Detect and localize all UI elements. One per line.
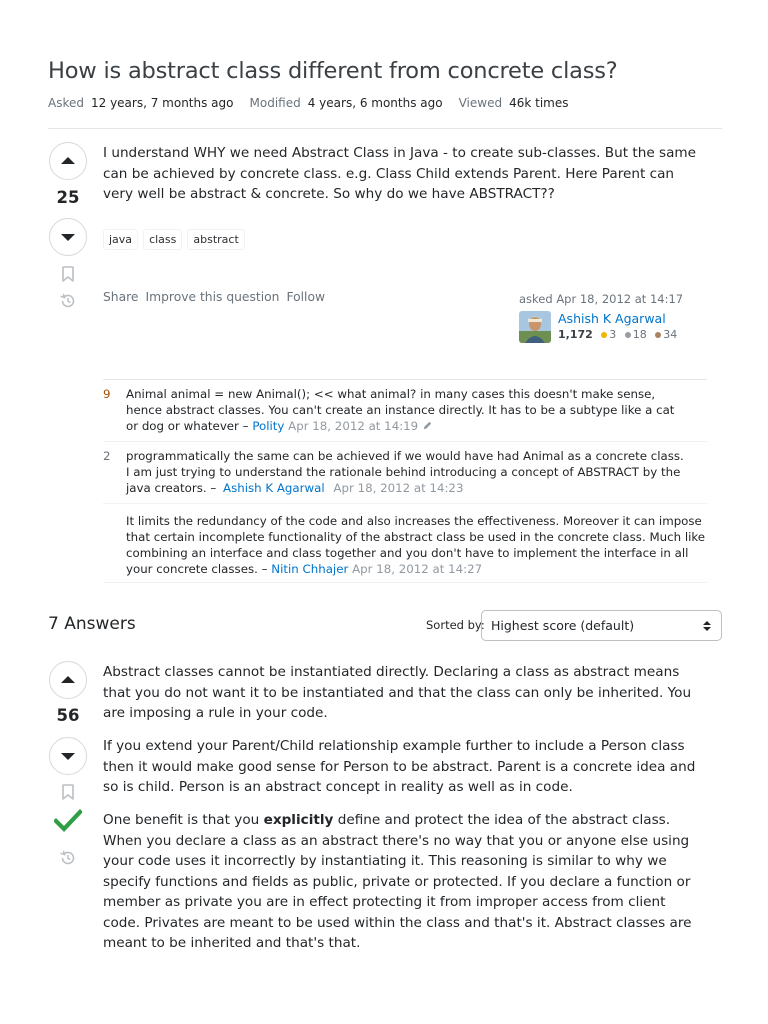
question-upvote-button[interactable] xyxy=(49,142,87,180)
answer-history-button[interactable] xyxy=(59,849,77,867)
answers-count-heading: 7 Answers xyxy=(48,614,136,634)
viewed-label: Viewed xyxy=(458,96,503,110)
upvote-icon xyxy=(59,671,77,689)
viewed-value: 46k times xyxy=(509,96,569,110)
avatar[interactable] xyxy=(519,311,551,343)
answer-score: 56 xyxy=(56,706,80,725)
answer-body xyxy=(103,662,703,966)
comment-body xyxy=(126,386,682,441)
asked-label: Asked xyxy=(48,96,84,110)
bookmark-icon xyxy=(59,265,77,283)
comment-body xyxy=(126,513,706,582)
answer-upvote-button[interactable] xyxy=(49,661,87,699)
answer-bold-text: explicitly xyxy=(263,812,334,828)
upvote-icon xyxy=(59,152,77,170)
sort-select[interactable] xyxy=(481,610,722,641)
question-score: 25 xyxy=(56,188,80,207)
modified-label: Modified xyxy=(249,96,301,110)
comment-user-link[interactable]: Polity xyxy=(252,419,285,433)
comment-text: It limits the redundancy of the code and also increases the effectiveness. Moreover it can impose that certain incomplete functionality of the abstract class be used in the concrete class. Much like combining an interface and class together and you don't have to implement the interface in all your concrete classes. xyxy=(126,514,706,576)
checkmark-icon xyxy=(54,808,82,834)
comment-dash: – xyxy=(210,481,217,495)
bronze-badge-icon xyxy=(655,332,661,338)
tag-abstract[interactable]: abstract xyxy=(187,229,244,250)
question-bookmark-button[interactable] xyxy=(59,265,77,283)
answer-paragraph xyxy=(103,810,703,954)
answer-paragraph: If you extend your Parent/Child relationship example further to include a Person class then it would make good sense for Person to be abstract. Parent is a concrete idea and so is child. Person is an abstract concept in reality as well as in code. xyxy=(103,738,696,795)
tag-class[interactable]: class xyxy=(143,229,182,250)
improve-question-link[interactable]: Improve this question xyxy=(145,290,280,304)
comment-user-link[interactable]: Ashish K Agarwal xyxy=(223,481,325,495)
answer-text: define and protect the idea of the abstract class. When you declare a class as an abstract there's no way that you or anyone else using your code uses it incorrectly by instantiating it. This reasoning is similar to why we specify functions and fields as public, private or protected. If you declare a function or member as private you are in effect protecting it from improper access from client code. Privates are meant to be used within the class and that's it. Abstract classes are meant to be inherited and that's that. xyxy=(103,812,692,951)
history-icon xyxy=(59,849,77,867)
page-title[interactable]: How is abstract class different from concrete class? xyxy=(48,58,618,84)
comment-user-link[interactable]: Nitin Chhajer xyxy=(271,562,349,576)
comment-date[interactable]: Apr 18, 2012 at 14:19 xyxy=(288,419,419,433)
asked-time: asked Apr 18, 2012 at 14:17 xyxy=(519,292,684,306)
comment-dash: – xyxy=(261,562,268,576)
share-link[interactable]: Share xyxy=(103,290,139,304)
comment-date[interactable]: Apr 18, 2012 at 14:23 xyxy=(333,481,464,495)
comment-dash: – xyxy=(242,419,249,433)
gold-badge-icon xyxy=(601,332,607,338)
answer-paragraph: Abstract classes cannot be instantiated directly. Declaring a class as abstract means that you do not want it to be instantiated and that the class can only be inherited. You are imposing a rule in your code. xyxy=(103,664,692,721)
history-icon xyxy=(59,292,77,310)
comment-score: 2 xyxy=(103,449,111,463)
question-tags xyxy=(103,229,245,250)
comment-item xyxy=(103,380,707,442)
silver-badge-count: 18 xyxy=(632,328,647,341)
modified-value[interactable]: 4 years, 6 months ago xyxy=(307,96,443,110)
question-meta xyxy=(48,96,585,110)
bookmark-icon xyxy=(59,783,77,801)
comment-text: Animal animal = new Animal(); << what animal? in many cases this doesn't make sense, hence abstract classes. You can't create an instance directly. It has to be a subtype like a cat or dog or whatever xyxy=(126,387,675,433)
comment-body xyxy=(126,448,686,503)
answer-bookmark-button[interactable] xyxy=(59,783,77,801)
silver-badge-icon xyxy=(625,332,631,338)
tag-java[interactable]: java xyxy=(103,229,138,250)
sort-arrows-icon xyxy=(702,620,712,632)
comment-score xyxy=(103,513,126,582)
follow-button[interactable]: Follow xyxy=(286,290,326,304)
pencil-icon[interactable] xyxy=(422,420,433,431)
downvote-icon xyxy=(59,228,77,246)
comment-item xyxy=(103,442,707,504)
question-post-menu xyxy=(103,290,332,304)
accepted-answer-indicator xyxy=(54,808,82,834)
question-downvote-button[interactable] xyxy=(49,218,87,256)
answer-downvote-button[interactable] xyxy=(49,737,87,775)
comment-item xyxy=(103,504,707,583)
owner-reputation: 1,172 xyxy=(558,328,593,341)
comment-text: programmatically the same can be achieved if we would have had Animal as a concrete class. I am just trying to understand the rationale behind introducing a concept of ABSTRACT by the java creators. xyxy=(126,449,684,495)
gold-badge-count: 3 xyxy=(609,328,617,341)
bronze-badge-count: 34 xyxy=(663,328,678,341)
owner-stats xyxy=(558,328,677,341)
sort-label: Sorted by: xyxy=(426,618,485,632)
comment-score: 9 xyxy=(103,387,111,401)
answer-text: One benefit is that you xyxy=(103,812,264,828)
downvote-icon xyxy=(59,747,77,765)
comments-list xyxy=(103,379,707,583)
comment-date[interactable]: Apr 18, 2012 at 14:27 xyxy=(352,562,483,576)
owner-card xyxy=(519,292,709,343)
question-history-button[interactable] xyxy=(59,292,77,310)
asked-value: 12 years, 7 months ago xyxy=(90,96,234,110)
owner-name-link[interactable]: Ashish K Agarwal xyxy=(558,311,666,326)
title-divider xyxy=(48,128,722,129)
sort-selected-value: Highest score (default) xyxy=(491,618,635,633)
question-body: I understand WHY we need Abstract Class in Java - to create sub-classes. But the same can be achieved by concrete class. e.g. Class Child extends Parent. Here Parent can very well be abstract & concrete. So why do we have ABSTRACT?? xyxy=(103,145,697,202)
user-avatar-image xyxy=(519,311,551,343)
